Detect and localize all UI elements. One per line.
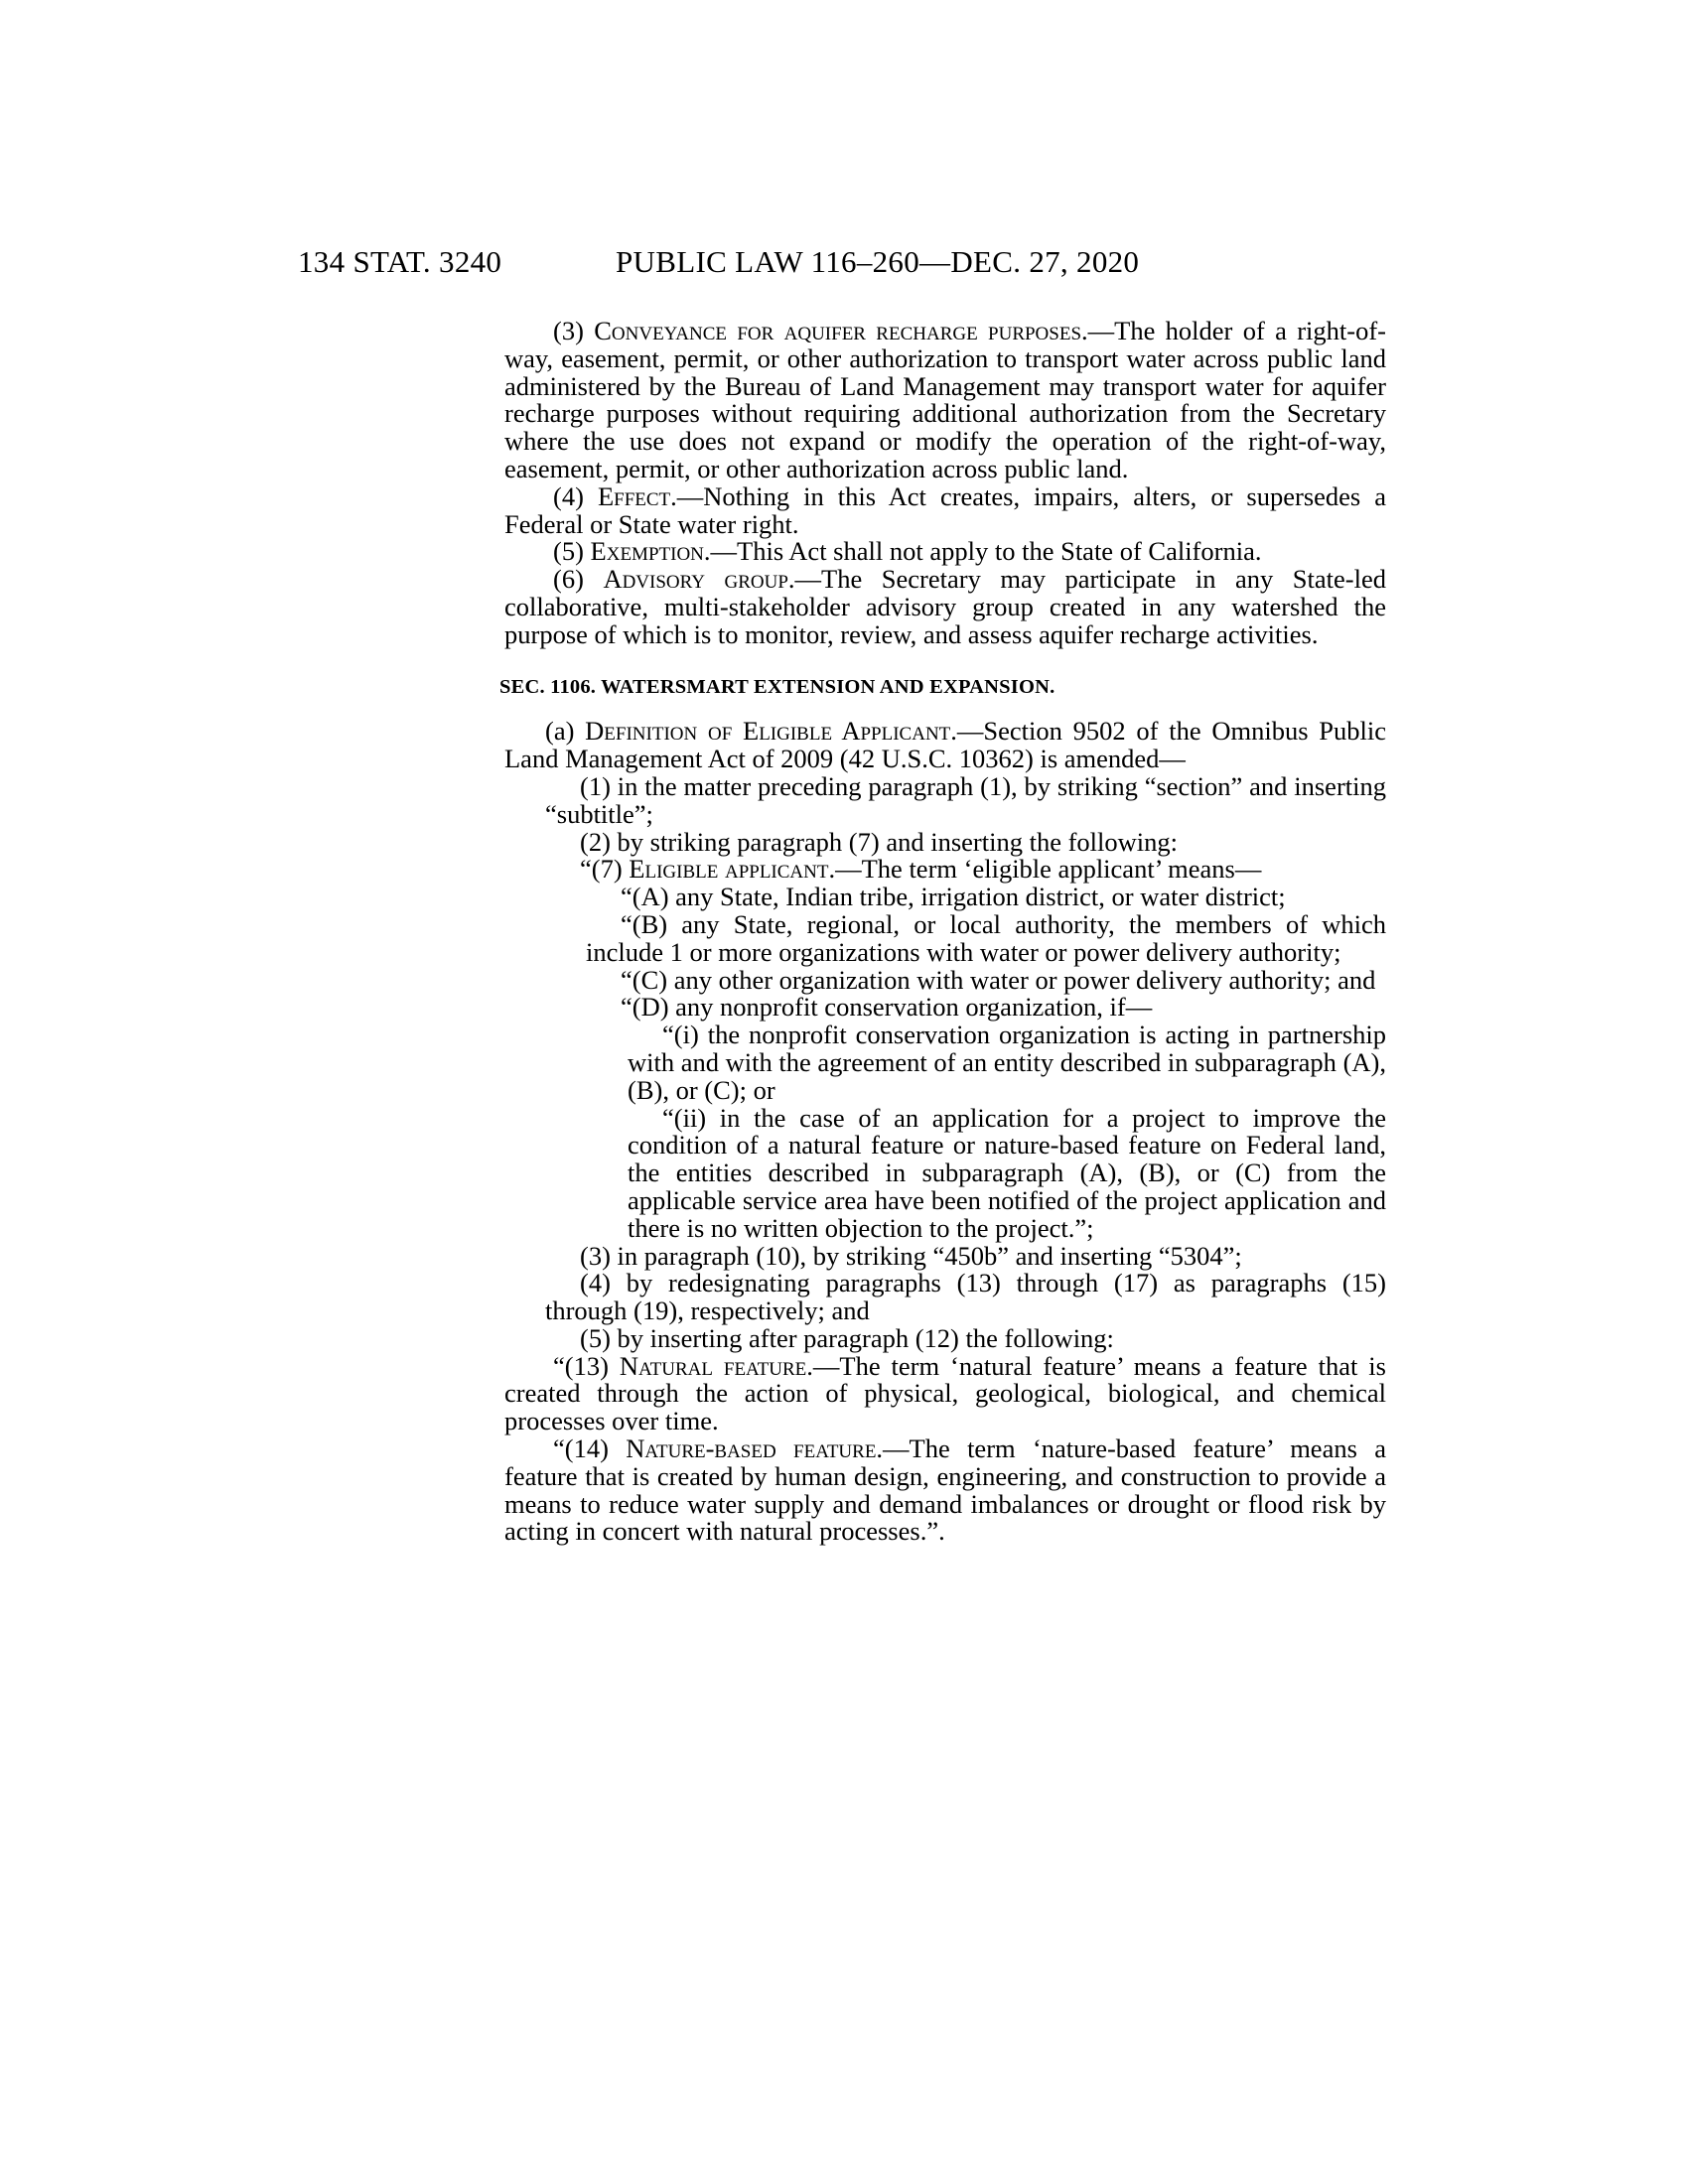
- amendment-item-4: (4) by redesignating paragraphs (13) through (17) as paragraphs (15) through (19), respectively; and: [545, 1268, 1386, 1326]
- quoted-number: “(14): [553, 1433, 627, 1464]
- paragraph-text: .—The holder of a right-of-way, easement, permit, or other authorization to transport water across public land administered by the Bureau of Land Management may transport water for aquifer recharge purposes without requiring additional authorization from the Secretary where the use does not expand or modify the operation of the right-of-way, easement, permit, or other authorization across public land.: [504, 316, 1386, 483]
- law-title: PUBLIC LAW 116–260—DEC. 27, 2020: [616, 244, 1140, 279]
- quoted-number: “(13): [553, 1350, 620, 1381]
- paragraph-text: .—The Secretary may participate in any State-led collaborative, multi-stakeholder advisory group created in any watershed the purpose of which is to monitor, review, and assess aquifer recharge activities.: [504, 564, 1386, 649]
- quoted-paragraph-7: [545, 856, 1386, 884]
- paragraph-heading: Advisory group: [603, 564, 788, 595]
- quoted-subparagraph-d: “(D) any nonprofit conservation organization, if—: [621, 992, 1153, 1023]
- paragraph-6: [504, 566, 1386, 648]
- amendment-item-5: (5) by inserting after paragraph (12) the following:: [580, 1322, 1114, 1353]
- subsection-number: (a): [545, 716, 586, 747]
- paragraph-heading: Effect: [597, 480, 671, 511]
- subsection-heading: Definition of Eligible Applicant: [585, 716, 951, 747]
- quoted-text: .—The term ‘natural feature’ means a feature that is created through the action of physical, geological, biological, and chemical processes over time.: [504, 1350, 1386, 1436]
- amendment-item-1: (1) in the matter preceding paragraph (1), by striking “section” and inserting “subtitle”;: [545, 770, 1386, 829]
- paragraph-heading: Exemption: [590, 536, 704, 567]
- paragraph-number: (5): [553, 536, 591, 567]
- quoted-paragraph-14: [504, 1435, 1386, 1546]
- quoted-subparagraph-b: “(B) any State, regional, or local authority, the members of which include 1 or more organizations with water or power delivery authority;: [586, 908, 1386, 967]
- quoted-heading: Eligible applicant: [629, 854, 829, 885]
- subsection-text: .—Section 9502 of the Omnibus Public Land Management Act of 2009 (42 U.S.C. 10362) is amended—: [504, 716, 1386, 774]
- paragraph-heading: Conveyance for aquifer recharge purposes: [594, 316, 1082, 345]
- paragraph-text: .—Nothing in this Act creates, impairs, alters, or supersedes a Federal or State water right.: [504, 480, 1387, 539]
- paragraph-text: .—This Act shall not apply to the State of California.: [703, 536, 1262, 567]
- quoted-subparagraph-a: “(A) any State, Indian tribe, irrigation district, or water district;: [621, 882, 1286, 912]
- section-heading: SEC. 1106. WATERSMART EXTENSION AND EXPANSION.: [499, 675, 1055, 698]
- page-reference: 134 STAT. 3240: [298, 244, 502, 279]
- amendment-item-2: (2) by striking paragraph (7) and inserting the following:: [580, 826, 1178, 857]
- quoted-clause-i: “(i) the nonprofit conservation organization is acting in partnership with and with the agreement of an entity described in subparagraph (A), (B), or (C); or: [628, 1020, 1386, 1105]
- paragraph-3: [504, 318, 1386, 483]
- paragraph-5: [504, 538, 1386, 566]
- quoted-text: .—The term ‘eligible applicant’ means—: [828, 854, 1262, 885]
- quoted-clause-ii: “(ii) in the case of an application for a project to improve the condition of a natural feature or nature-based feature on Federal land, the entities described in subparagraph (A), (B), or (C) from the applicable service area have been notified of the project application and there is no written objection to the project.”;: [628, 1102, 1386, 1243]
- subsection-a: [504, 718, 1386, 773]
- quoted-text: .—The term ‘nature-based feature’ means a feature that is created by human design, engineering, and construction to provide a means to reduce water supply and demand imbalances or drought or flood risk by acting in concert with natural processes.”.: [504, 1433, 1386, 1547]
- paragraph-4: [504, 480, 1387, 539]
- paragraph-number: (4): [553, 480, 598, 511]
- quoted-heading: Natural feature: [619, 1350, 807, 1381]
- quoted-number: “(7): [580, 854, 630, 885]
- quoted-heading: Nature-based feature: [626, 1433, 877, 1464]
- running-header: [298, 244, 1386, 284]
- quoted-paragraph-13: [504, 1350, 1386, 1436]
- paragraph-number: (3): [553, 316, 595, 345]
- quoted-subparagraph-c: “(C) any other organization with water or power delivery authority; and: [621, 964, 1376, 995]
- paragraph-number: (6): [553, 564, 604, 595]
- amendment-item-3: (3) in paragraph (10), by striking “450b” and inserting “5304”;: [580, 1240, 1242, 1271]
- document-body: [499, 316, 1387, 1547]
